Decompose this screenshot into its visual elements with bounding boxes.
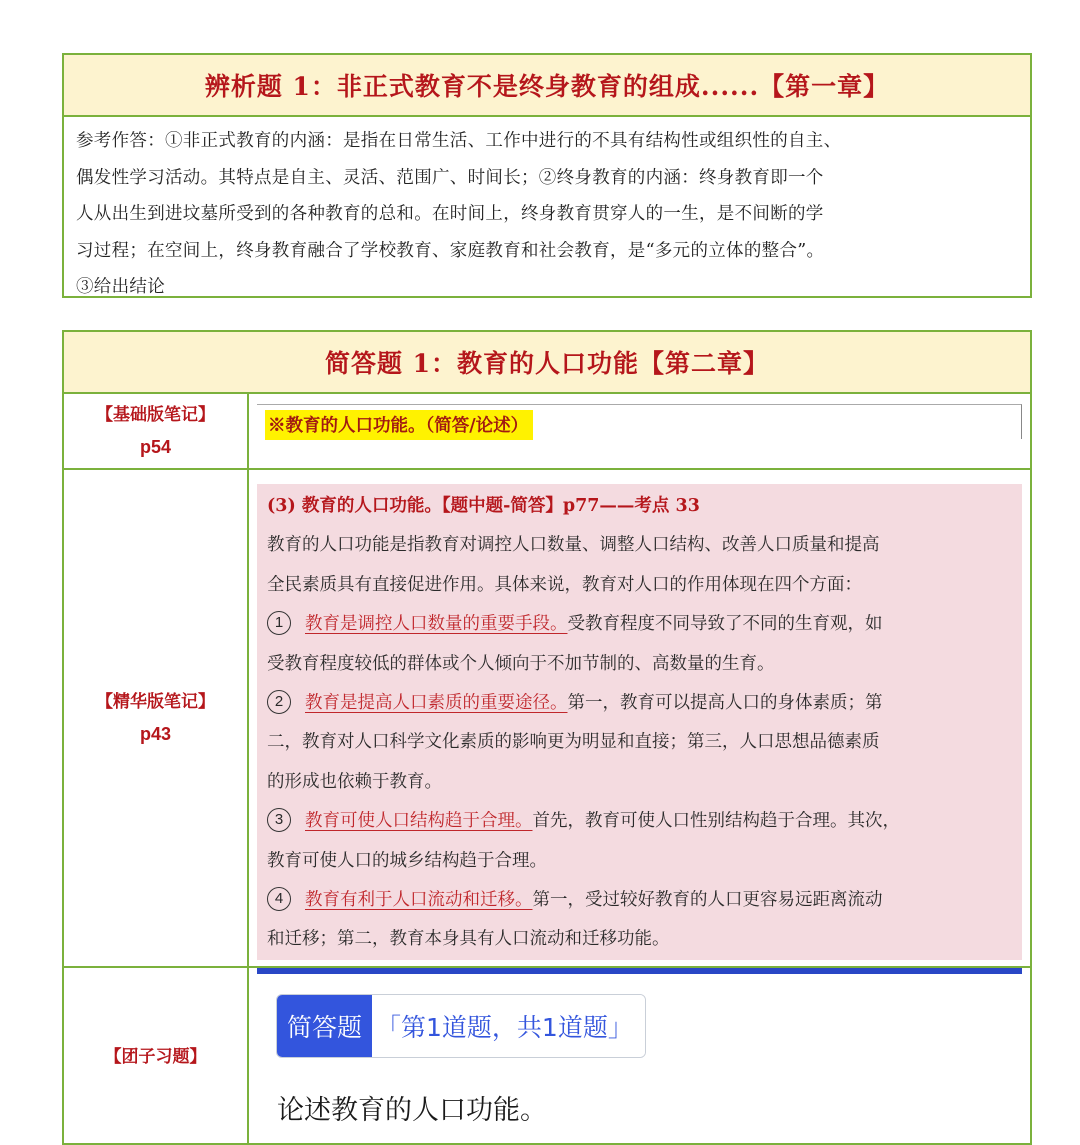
- highlighted-topic: ※教育的人口功能。（简答/论述）: [265, 410, 533, 440]
- point-1: [267, 605, 1012, 644]
- question-box-2: [62, 330, 1032, 1145]
- point-2-text: 第一，教育可以提高人口的身体素质；第: [567, 693, 883, 714]
- answer-line: 人从出生到进坟墓所受到的各种教育的总和。在时间上，终身教育贯穿人的一生，是不间断的学: [76, 204, 824, 224]
- basic-notes-label: [64, 394, 249, 468]
- point-3: [267, 802, 1012, 841]
- practice-title: 【团子习题】: [104, 1046, 207, 1067]
- question-tag: [276, 994, 646, 1058]
- box1-title: 辨析题 1：非正式教育不是终身教育的组成......【第一章】: [64, 55, 1030, 117]
- notes-line: 教育的人口功能是指教育对调控人口数量、调整人口结构、改善人口质量和提高: [267, 535, 880, 556]
- circled-number: 3: [267, 808, 291, 832]
- point-3-key: 教育可使人口结构趋于合理。: [305, 811, 533, 832]
- box2-title: 简答题 1：教育的人口功能【第二章】: [64, 332, 1030, 394]
- answer-line: ③给出结论: [76, 277, 165, 297]
- answer-line: 偶发性学习活动。其特点是自主、灵活、范围广、时间长；②终身教育的内涵：终身教育即一个: [76, 167, 824, 188]
- answer-line: 参考作答：①非正式教育的内涵：是指在日常生活、工作中进行的不具有结构性或组织性的自主、: [76, 131, 842, 151]
- notes-line: 二，教育对人口科学文化素质的影响更为明显和直接；第三，人口思想品德素质: [267, 732, 880, 753]
- practice-content: [249, 968, 1030, 1145]
- point-2-key: 教育是提高人口素质的重要途径。: [305, 693, 568, 714]
- basic-notes-row: [64, 394, 1030, 470]
- essence-notes-title: 【精华版笔记】: [96, 692, 215, 712]
- basic-notes-page: p54: [139, 437, 172, 457]
- circled-number: 4: [267, 887, 291, 911]
- essence-notes-page: p43: [139, 724, 172, 744]
- basic-notes-content: [249, 394, 1030, 468]
- blue-divider: [257, 968, 1022, 974]
- notes-panel: [257, 484, 1022, 960]
- point-4-key: 教育有利于人口流动和迁移。: [305, 890, 533, 911]
- basic-notes-title: 【基础版笔记】: [96, 405, 215, 425]
- practice-label: [64, 968, 249, 1145]
- point-2: [267, 684, 1012, 723]
- circled-number: 2: [267, 690, 291, 714]
- point-4: [267, 881, 1012, 920]
- question-counter: 「第1道题，共1道题」: [372, 995, 645, 1057]
- notes-line: 的形成也依赖于教育。: [267, 771, 442, 792]
- notes-line: 受教育程度较低的群体或个人倾向于不加节制的、高数量的生育。: [267, 653, 775, 674]
- essence-notes-row: [64, 470, 1030, 968]
- point-1-key: 教育是调控人口数量的重要手段。: [305, 614, 568, 635]
- circled-number: 1: [267, 611, 291, 635]
- box1-answer: [64, 117, 1030, 306]
- essence-notes-label: [64, 470, 249, 966]
- question-box-1: [62, 53, 1032, 298]
- practice-row: [64, 968, 1030, 1145]
- notes-line: 全民素质具有直接促进作用。具体来说，教育对人口的作用体现在四个方面：: [267, 574, 862, 595]
- notes-line: 教育可使人口的城乡结构趋于合理。: [267, 850, 547, 871]
- essence-notes-content: [249, 470, 1030, 966]
- point-3-text: 首先，教育可使人口性别结构趋于合理。其次，: [532, 811, 900, 832]
- notes-heading: (3) 教育的人口功能。【题中题-简答】p77——考点 33: [267, 496, 700, 516]
- point-1-text: 受教育程度不同导致了不同的生育观，如: [567, 614, 883, 635]
- point-4-text: 第一，受过较好教育的人口更容易远距离流动: [532, 890, 883, 911]
- question-text: 论述教育的人口功能。: [277, 1095, 547, 1126]
- answer-line: 习过程；在空间上，终身教育融合了学校教育、家庭教育和社会教育，是“多元的立体的整合”。: [76, 240, 825, 261]
- question-type-badge: 简答题: [277, 995, 372, 1057]
- notes-line: 和迁移；第二，教育本身具有人口流动和迁移功能。: [267, 929, 670, 950]
